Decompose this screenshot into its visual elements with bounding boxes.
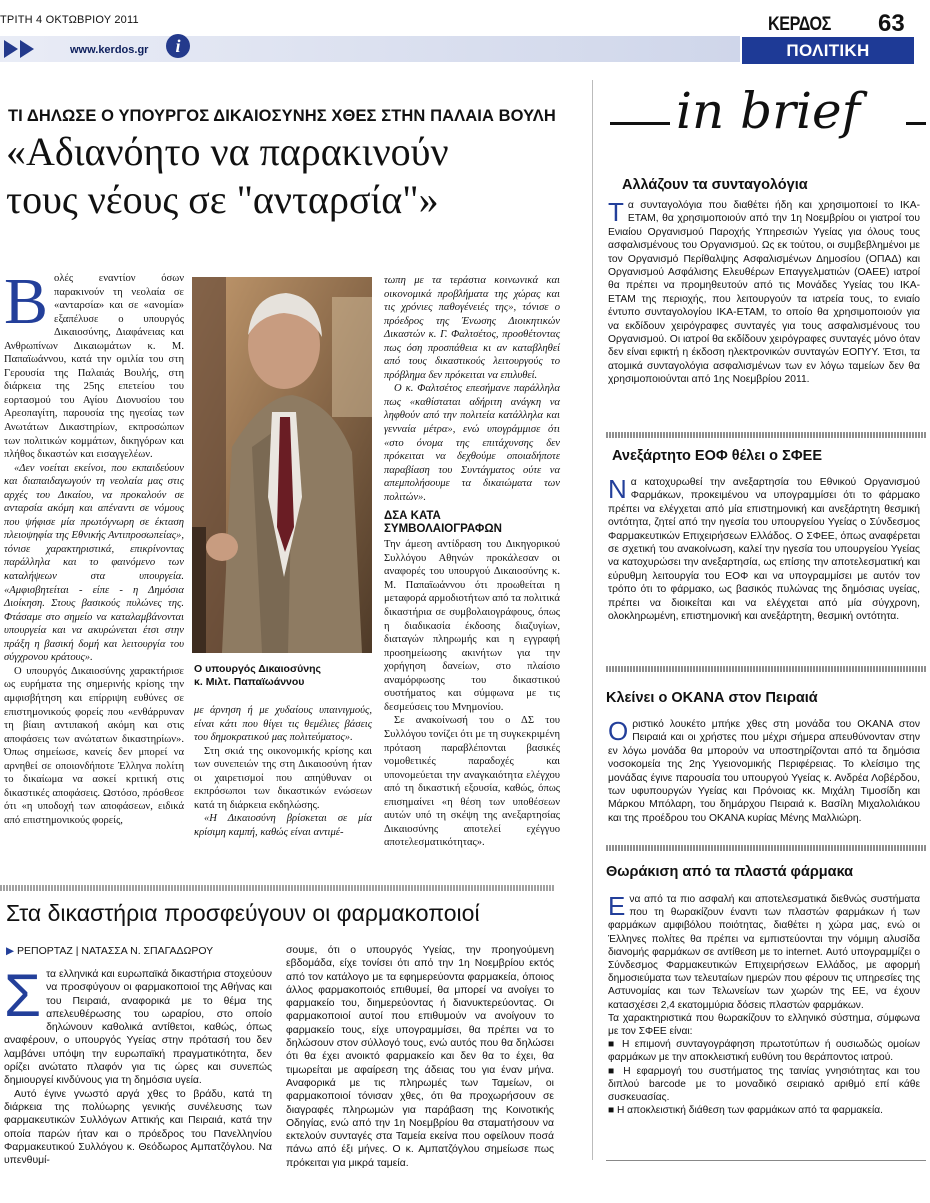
brief-rule-2 [606,666,926,672]
bullet-text: Η επιμονή συνταγογράφηση πρωτοτύπων ή ουσιωδώς ομοίων φαρμάκων με την αποκλειστική ευθύνη του θεράποντος ιατρού. [608,1039,920,1064]
main-col3-para-c: Την άμεση αντίδραση του Δικηγορικού Συλλόγου Αθηνών προκάλεσαν οι αναφορές του υπουργού Δικαιοσύνης κ. Μ. Παπαϊωάννου ότι προωθείται η μεταφορά αρμοδιοτήτων από τα πολιτικά δικαστήρια σε συμβολαιογράφους, όπως η διαδικασία έκδοσης διαζυγίων, διαταγών πληρωμής και η εγγραφή προσημείωσης ακινήτων για την χορήγηση δανείων, στο πλαίσιο αναμόρφωσης του δικαστικού συστήματος και σύμφωνα με τις δεσμεύσεις του Μνημονίου. [384,539,560,713]
main-col3-para-a: τωπη με τα τεράστια κοινωνικά και οικονομικά προβλήματα της χώρας και τις χρόνιες παθογένειές της», τόνισε ο πρόεδρος της Ένωσης Διοικητικών Δικαστών κ. Γ. Φαλτσέτος, προσθέτοντας πως όση προσπάθεια κι αν καταβληθεί από τους δικαστικούς λειτουργούς το πρόβλημα δεν πρόκειται να επιλυθεί. [384,275,560,381]
main-col2-para-a: με άρνηση ή με χυδαίους υπαινιγμούς, είναι κάτι που θίγει τις θεμέλιες βάσεις του δημοκρατικού μας πολιτεύματος». [194,705,372,744]
issue-date: ΤΡΙΤΗ 4 ΟΚΤΩΒΡΙΟΥ 2011 [0,14,139,26]
second-drop-cap: Σ [4,962,42,1029]
sidebar-divider [592,80,593,1160]
brief-4-bullet-3 [608,1104,920,1117]
minister-photo-art [192,277,372,653]
main-col1-para-b: «Δεν νοείται εκείνοι, που εκπαιδεύουν και διαπαιδαγωγούν τη νεολαία μας στις αρχές του Δικαίου, να προκαλούν σε ανταρσία ακόμη και απέναντι σε νόμους που ψήφισε μία πρωτόγνωρη σε έκταση πλειοψηφία της Εθνικής Αντιπροσωπείας», τόνισε χαρακτηριστικά, επικρίνοντας παράλληλα και το φαινόμενο των καταλήψεων στα υπουργεία. «Αμφισβητείται - είπε - η Δημόσια Διοίκηση. Στους βασικούς πυλώνες της. Φτάσαμε στο σημείο να καταλαμβάνονται υπουργεία και να ακυρώνεται έτσι στην πράξη η βασική δομή και λειτουργία του σύγχρονου κράτους». [4,462,184,664]
subhead-line-1: ΔΣΑ ΚΑΤΑ [384,510,441,523]
website-url[interactable]: www.kerdos.gr [70,44,149,56]
brief-rule-3 [606,845,926,851]
subhead-line-2: ΣΥΜΒΟΛΑΙΟΓΡΑΦΩΝ [384,523,502,536]
main-col-1 [4,265,184,827]
second-byline: ▶ ΡΕΠΟΡΤΑΖ | ΝΑΤΑΣΣΑ Ν. ΣΠΑΓΑΔΩΡΟΥ [6,945,214,957]
brief-4-bullet-1 [608,1038,920,1064]
brief-3-title: Κλείνει ο ΟΚΑΝΑ στον Πειραιά [606,690,818,706]
brief-4-title: Θωράκιση από τα πλαστά φάρμακα [606,864,854,880]
byline-label: ΡΕΠΟΡΤΑΖ [17,945,73,957]
second-col1-para-b: Αυτό έγινε γνωστό αργά χθες το βράδυ, κατά τη διάρκεια της πολύωρης γενικής συνέλευσης των φαρμακευτικών Συλλόγων Αττικής και Πειραιά, κατά την οποία παρών ήταν και ο πρόεδρος του Πανελληνίου Φαρμακευτικού Συλλόγου κ. Θεόδωρος Αμπατζόγλου. Να υπενθυμί- [4,1088,272,1167]
brief-4-bullet-2 [608,1065,920,1105]
brief-3-drop: Ο [608,716,629,746]
second-col1-para-a: τα ελληνικά και ευρωπαϊκά δικαστήρια στοχεύουν να προσφύγουν οι φαρμακοποιοί της Αθήνας και του Πειραιά, αναφορικά με το θέμα της απελευθέρωσης του ωραρίου, στο οποίο δηλώνουν καθολικά αντίθετοι, καθώς, όπως αναφέρουν, ο υπουργός Υγείας στην πρότασή του δεν λαμβάνει υπόψη την ευρωπαϊκή πραγματικότητα, δεν ορίζει ανώτατο πλαφόν για τις ώρες και συνεπώς δημιουργεί κινδύνους για τη δημόσια υγεία. [4,969,272,1087]
headline-line-1: «Αδιανόητο να παρακινούν [6,129,449,174]
in-brief-rule-left [610,122,670,125]
bullet-text: Η εφαρμογή του συστήματος της ταινίας γνησιότητας και του διπλού barcode με το μοναδικό σειριακό αριθμό επί κάθε συσκευασίας. [608,1065,920,1104]
photo-caption [194,663,372,689]
byline-author: ΝΑΤΑΣΣΑ Ν. ΣΠΑΓΑΔΩΡΟΥ [81,945,214,957]
main-col3-para-b: Ο κ. Φαλτσέτος επεσήμανε παράλληλα πως «καθίσταται αδήριτη ανάγκη να ληφθούν από την πολιτεία κατάλληλα και γενναία μέτρα», ενώ υπογράμμισε ότι «στο όνομα της επιτάχυνσης δεν πρόκειται να δεχθούμε οποιαδήποτε παραβίαση του Συντάγματος ούτε να απεμπολήσουμε τα δικαιώματα των πολιτών». [384,383,560,503]
newspaper-brand: ΚΕΡΔΟΣ [768,14,831,35]
main-col2-para-b: Στη σκιά της οικονομικής κρίσης και των συνεπειών της στη Δικαιοσύνη ήταν οι χαιρετισμοί που απηύθυναν οι εκπρόσωποι των δικαστικών ενώσεων κατά τη διάρκεια εκδηλώσης. [194,745,372,811]
brief-3-body [608,718,920,825]
caption-line-2: κ. Μιλτ. Παπαϊωάννου [194,676,305,688]
page-number: 63 [878,10,905,37]
bullet-icon: ■ [608,1039,622,1051]
minister-photo [192,277,372,653]
drop-cap: Β [4,265,49,338]
brief-4-drop: Ε [608,891,626,921]
caption-line-1: Ο υπουργός Δικαιοσύνης [194,663,321,675]
in-brief-rule-right [906,122,926,125]
byline-arrow-icon: ▶ [6,945,15,957]
main-col3-para-d: Σε ανακοίνωσή του ο ΔΣ του Συλλόγου τονίζει ότι με τη συγκεκριμένη πρόταση παραβλέπονται βασικές νομοθετικές παραδοχές και υπονομεύεται την αναγκαιότητα ελέγχου από τη δικαστική εξουσία, καθώς, όπως επισημαίνει «η θέση των υποθέσεων αυτών υπό τη σκέψη της ανεξαρτησίας Δικαιοσύνης αποτελεί εχέγγυο αποτελεσματικότητας». [384,715,561,849]
brief-1-body [608,199,920,387]
article-kicker: ΤΙ ΔΗΛΩΣΕ Ο ΥΠΟΥΡΓΟΣ ΔΙΚΑΙΟΣΥΝΗΣ ΧΘΕΣ ΣΤΗΝ ΠΑΛΑΙΑ ΒΟΥΛΗ [8,107,556,125]
main-col2-para-c: «Η Δικαιοσύνη βρίσκεται σε μία κρίσιμη καμπή, καθώς είναι αντιμέ- [194,813,372,838]
main-col3-subhead [384,510,560,536]
brief-1-drop: Τ [608,197,624,227]
brief-rule-1 [606,432,926,438]
bullet-text: Η αποκλειστική διάθεση των φαρμάκων από τα φαρμακεία. [616,1105,883,1117]
bullet-icon: ■ [608,1105,617,1117]
main-col1-para-a: ολές εναντίον όσων παρακινούν τη νεολαία σε «ανταρσία» και σε «ανομία» εξαπέλυσε ο υπουργός Δικαιοσύνης, Διαφάνειας και Ανθρωπίνων Δικαιωμάτων κ. Μ. Παπαϊωάννου, κατά την ομιλία του στη Γερουσία της Παλαιάς Βουλής, στη διάρκεια της 25ης επετείου του εορτασμού του Αγίου Διονυσίου του Αρεοπαγίτη, παρουσία της ηγεσίας των Ανωτάτων Δικαστηρίων, εκπροσώπων των πολιτικών κομμάτων, δικηγόρων και πλήθος δικαστών και εισαγγελέων. [4,273,184,461]
double-arrow-icon [4,40,40,58]
in-brief-title: in brief [676,82,861,140]
brief-3-text: ριστικό λουκέτο μπήκε χθες στη μονάδα του ΟΚΑΝΑ στον Πειραιά και οι χρήστες που μέχρι σήμερα απευθύνονταν στην εν λόγω μονάδα θα μπορούν να υποστηρίζονται από τα δημόσια νοσοκομεία της 2ης Υγειονομικής Περιφέρειας. Το κλείσιμο της μονάδας έγινε παρουσία του υπουργού Υγείας κ. Ανδρέα Λοβέρδου, των υφυπουργών Υγείας και Πρόνοιας κκ. Μιχάλη Τιμοσίδη και Μάρκου Μπόλαρη, του δημάρχου Πειραιά κ. Βασίλη Μιχαλολιάκου και της προέδρου του ΟΚΑΝΑ κυρίας Μένης Μαλλιώρη. [608,719,920,824]
bottom-rule [606,1160,926,1161]
article-divider [0,885,555,891]
main-col-3 [384,274,560,850]
main-col1-para-c: Ο υπουργός Δικαιοσύνης χαρακτήρισε ως ευρήματα της σημερινής κρίσης την αμφισβήτηση και επίρριψη ευθύνες σε επιστημονικούς φορείς που «ενθάρρυναν τη βίαιη αντιπακοή ακόμη και στις αποφάσεις των ανώτατων δικαστηρίων». Όπως σημείωσε, κανείς δεν μπορεί να αρνηθεί σε οποιονδήποτε Έλληνα πολίτη το δικαίωμα να ασκεί κριτική στις δικαστικές αποφάσεις. Ωστόσο, πρόσθεσε ότι «η υποδοχή των αποφάσεων, ειδικά από επιστημονικούς φορείς, [4,665,184,826]
brief-2-text: α κατοχυρωθεί την ανεξαρτησία του Εθνικού Οργανισμού Φαρμάκων, προκειμένου να υπογραμμίσει ότι το φάρμακο πρέπει να ελέγχεται από μία επιστημονική και ανεξάρτητη θεσμική οντότητα, ζητεί από την ηγεσία του υπουργείου Υγείας ο Σύνδεσμος Φαρμακευτικών Επιχειρήσεων Ελλάδος. Ο ΣΦΕΕ, όπως αναφέρεται σε σχετική του ανακοίνωση, καλεί την ηγεσία του υπουργείου Υγείας να κατοχυρώσει την ανεξαρτησία, ως επίσης την αποτελεσματική και εύρυθμη λειτουργία του ΕΟΦ και να υπογραμμίσει με αυτόν τον τρόπο ότι το φάρμακο, ως βασικός πυλώνας της δημόσιας υγείας, πρέπει να διοικείται και να ελέγχεται από μία σύγχρονη, ολοκληρωμένη, επιστημονική και ανεξάρτητη, θεσμική οντότητα. [608,477,920,623]
second-col-1 [4,962,272,1167]
second-col2-para-a: σουμε, ότι ο υπουργός Υγείας, την προηγούμενη εβδομάδα, είχε τονίσει ότι από την 1η Νοεμβρίου εκτός από τον κατάλογο με τα εφημερεύοντα φαρμακεία, όποιος άλλος φαρμακοποιός επιθυμεί, θα μπορεί να ανοίγει το φαρμακείο του, διημερεύοντας ή διανυκτερεύοντας. Οι φαρμακοποιοί αυτοί που επιθυμούν να ανοίγουν το φαρμακείο τους, είχε υπογραμμίσει, θα πρέπει να το δηλώσουν στον σύλλογό τους, ενώ αυτός που θα δηλώσει ότι θα έχει ανοικτό φαρμακείο και δεν θα το έχει, θα τιμωρείται με αφαίρεση της άδειας του για έναν μήνα. Αναφορικά με τις πληρωμές των Ταμείων, οι φαρμακοποιοί τόνισαν χθες, ότι θα προχωρήσουν σε διαγραφές πληρωμών για παράβαση της Κοινοτικής Οδηγίας, ενώ από την 1η Νοεμβρίου θα σταματήσουν να εκτελούν συνταγές στα Ταμεία εκείνα που οφείλουν ποσά πάνω από έξι μήνες. Ο κ. Αμπατζόγλου σημείωσε πως πρόκειται για μικρά ταμεία. [286,945,554,1169]
headline-line-2: τους νέους σε "ανταρσία"» [6,177,439,222]
brief-2-drop: Ν [608,474,627,504]
second-col-2 [286,944,554,1170]
brief-2-title: Ανεξάρτητο ΕΟΦ θέλει ο ΣΦΕΕ [612,448,823,464]
brief-4-text: να από τα πιο ασφαλή και αποτελεσματικά διεθνώς συστήματα που τη θωρακίζουν έναντι των πλαστών φαρμάκων ή των φαρμάκων αμφιβόλου ποιότητας, διαθέτει η χώρα μας, ενώ οι Έλληνες πολίτες θα πρέπει να εμπιστεύονται την νόμιμη αλυσίδα διανομής φαρμάκων σε αντίθεση με το internet. Αυτό υπογραμμίζει ο Σύνδεσμος Φαρμακευτικών Επιχειρήσεων Ελλάδος, με αφορμή δημοσιεύματα των τελευταίων ημερών που φέρουν τις υπηρεσίες της Αστυνομίας και των Τελωνείων των χωρών της ΕΕ, να έχουν κατασχέσει 2,4 εκατομμύρια δόσεις πλαστών φαρμάκων. [608,894,920,1011]
main-col-2 [194,704,372,839]
brief-2-body [608,476,920,623]
info-icon: i [166,34,190,58]
brief-4-body [608,893,920,1117]
brief-1-text: α συνταγολόγια που διαθέτει ήδη και χρησιμοποιεί το ΙΚΑ-ΕΤΑΜ, θα χρησιμοποιούν από την 1η Νοεμβρίου οι γιατροί του Ενιαίου Οργανισμού Παροχής Υπηρεσιών Υγείας για όλους τους ασφαλισμένους του Οργανισμού. Ως εκ τούτου, οι συμβεβλημένοι με τον Οργανισμό Περίθαλψης Ασφαλισμένων Δημοσίου (ΟΠΑΔ) και Οργανισμού Ασφάλισης Ελευθέρων Επαγγελματιών (ΟΑΕΕ) ιατροί θα πρέπει να προμηθευτούν από τις Μονάδες Υγείας του ΙΚΑ- ΕΤΑΜ της περιοχής, που λειτουργούν τα ιατρεία τους, το ενιαίο έντυπο συνταγολογίου ΙΚΑ-ΕΤΑΜ, το οποίο θα χρησιμοποιούν για να εκδίδουν χειρόγραφες συνταγές για τους ασφαλισμένους του Οργανισμού. Οι ιατροί θα εκδίδουν χειρόγραφες συνταγές μόνο όταν δεν είναι εφικτή η έκδοση ηλεκτρονικών συνταγών ΕΟΠΥΥ. Έτσι, τα ατομικά συνταγολόγια ασφαλισμένων των εν λόγω ταμείων δεν θα χρησιμοποιούνται από 1ης Νοεμβρίου 2011. [608,200,920,386]
section-label: ΠΟΛΙΤΙΚΗ [742,37,914,64]
brief-1-title: Αλλάζουν τα συνταγολόγια [622,177,808,193]
second-headline: Στα δικαστήρια προσφεύγουν οι φαρμακοποιοί [6,900,480,926]
article-headline [6,128,586,224]
bullet-icon: ■ [608,1065,624,1077]
brief-4-text-2: Τα χαρακτηριστικά που θωρακίζουν το ελληνικό σύστημα, σύμφωνα με τον ΣΦΕΕ είναι: [608,1012,920,1038]
